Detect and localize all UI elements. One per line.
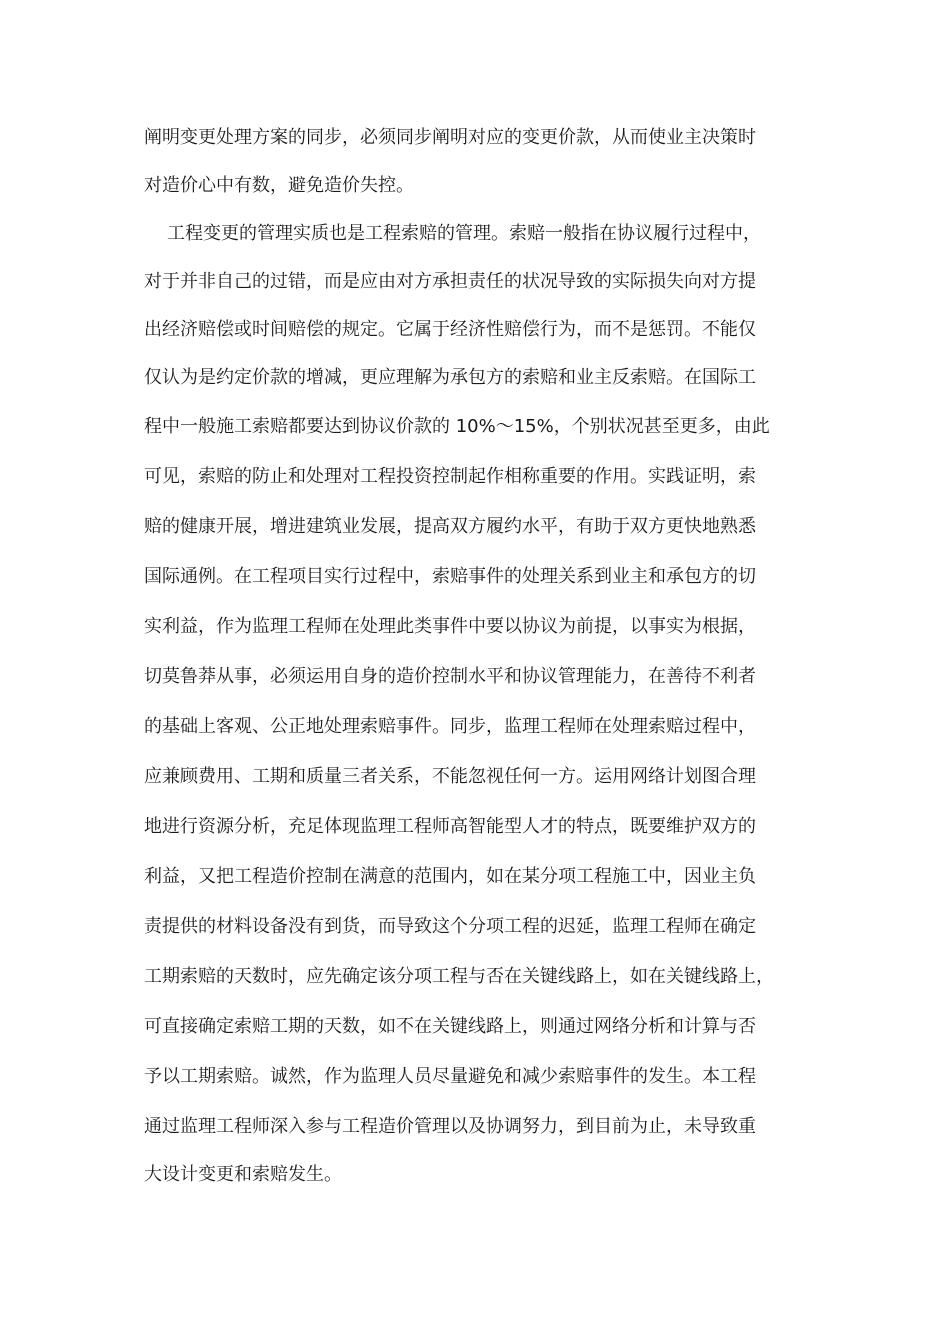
text-line: 予以工期索赔。诚然，作为监理人员尽量避免和减少索赔事件的发生。本工程 [144, 1066, 756, 1087]
text-line: 利益，又把工程造价控制在满意的范围内，如在某分项工程施工中，因业主负 [144, 866, 756, 887]
text-line: 应兼顾费用、工期和质量三者关系，不能忽视任何一方。运用网络计划图合理 [144, 766, 756, 787]
text-line: 地进行资源分析，充足体现监理工程师高智能型人才的特点，既要维护双方的 [144, 816, 756, 837]
text-line: 大设计变更和索赔发生。 [144, 1164, 342, 1185]
text-line: 通过监理工程师深入参与工程造价管理以及协调努力，到目前为止，未导致重 [144, 1116, 756, 1137]
text-line: 实利益，作为监理工程师在处理此类事件中要以协议为前提，以事实为根据， [144, 616, 756, 637]
text-line: 仅认为是约定价款的增减，更应理解为承包方的索赔和业主反索赔。在国际工 [144, 367, 756, 388]
text-line: 出经济赔偿或时间赔偿的规定。它属于经济性赔偿行为，而不是惩罚。不能仅 [144, 319, 756, 340]
text-line: 阐明变更处理方案的同步，必须同步阐明对应的变更价款，从而使业主决策时 [144, 127, 756, 148]
text-line: 程中一般施工索赔都要达到协议价款的 10%～15%，个别状况甚至更多，由此 [144, 416, 770, 437]
text-line: 赔的健康开展，增进建筑业发展，提高双方履约水平，有助于双方更快地熟悉 [144, 516, 756, 537]
text-line: 工期索赔的天数时，应先确定该分项工程与否在关键线路上，如在关键线路上， [144, 966, 774, 987]
text-line: 对于并非自己的过错，而是应由对方承担责任的状况导致的实际损失向对方提 [144, 271, 756, 292]
text-line: 对造价心中有数，避免造价失控。 [144, 175, 414, 196]
text-line: 可见，索赔的防止和处理对工程投资控制起作相称重要的作用。实践证明，索 [144, 466, 756, 487]
text-line: 可直接确定索赔工期的天数，如不在关键线路上，则通过网络分析和计算与否 [144, 1016, 756, 1037]
text-line: 的基础上客观、公正地处理索赔事件。同步，监理工程师在处理索赔过程中， [144, 716, 756, 737]
text-line: 切莫鲁莽从事，必须运用自身的造价控制水平和协议管理能力，在善待不利者 [144, 666, 756, 687]
text-line: 工程变更的管理实质也是工程索赔的管理。索赔一般指在协议履行过程中， [167, 223, 761, 244]
text-line: 责提供的材料设备没有到货，而导致这个分项工程的迟延，监理工程师在确定 [144, 916, 756, 937]
text-line: 国际通例。在工程项目实行过程中，索赔事件的处理关系到业主和承包方的切 [144, 566, 756, 587]
